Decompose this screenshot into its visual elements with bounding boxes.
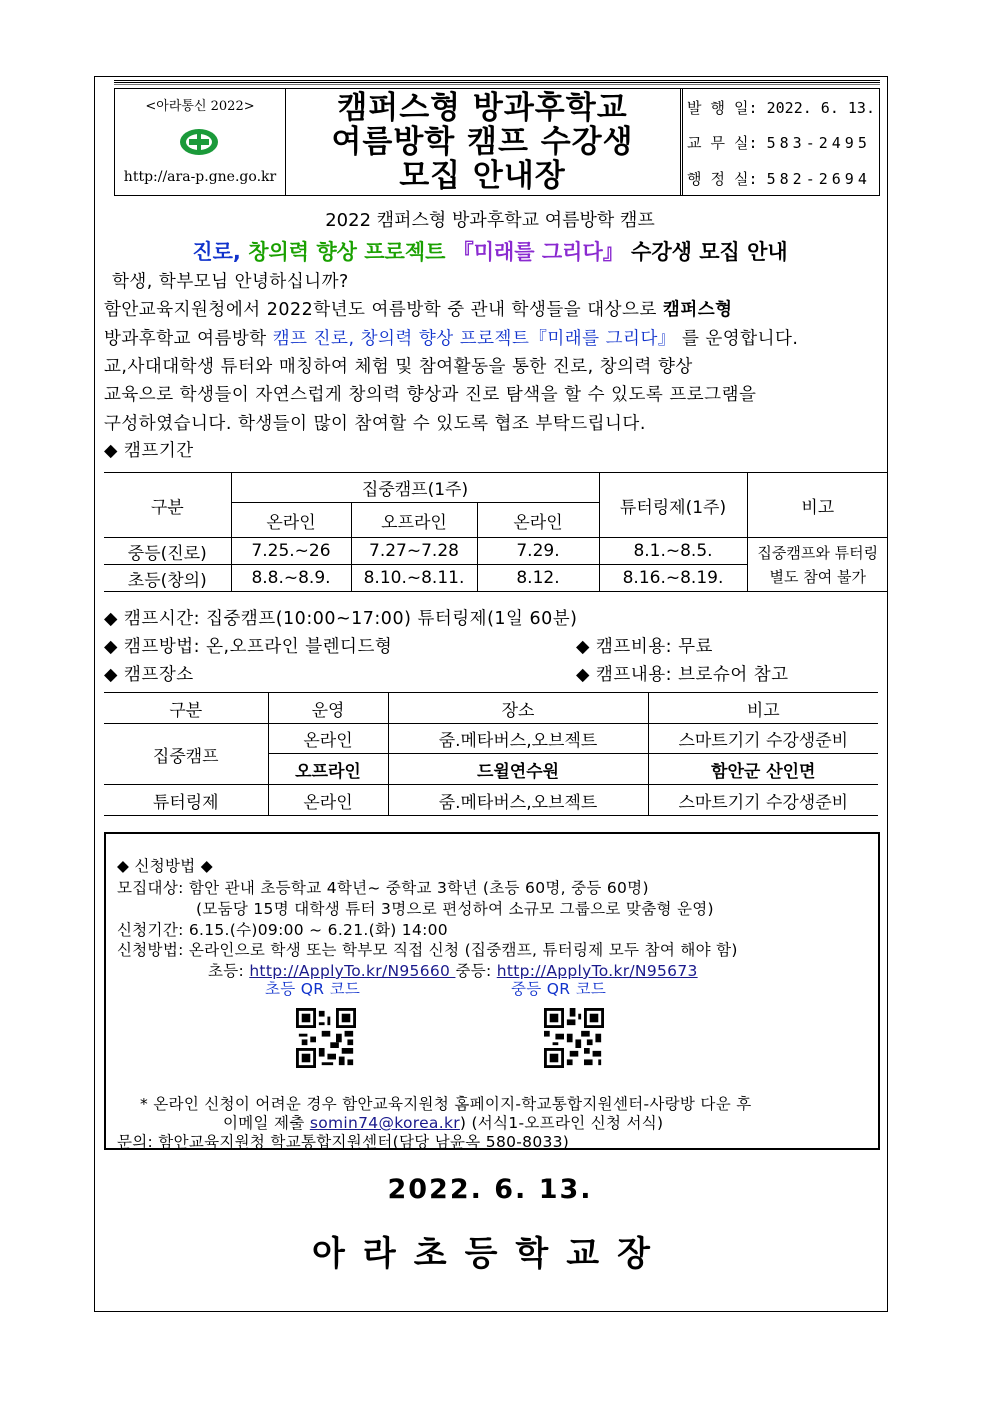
office-label: 교 무 실: bbox=[687, 134, 758, 152]
camp-period-table bbox=[104, 472, 888, 592]
office-phone: 583-2495 bbox=[766, 134, 871, 152]
mid-qr-code-icon[interactable] bbox=[544, 1008, 604, 1068]
program-title-part-2: 창의력 bbox=[248, 240, 310, 264]
intro-line-2a: 함안교육지원청에서 2022학년도 여름방학 중 관내 학생들을 대상으로 bbox=[104, 300, 663, 320]
intro-line-2b: 캠퍼스형 bbox=[662, 300, 733, 320]
th-offline: 오프라인 bbox=[351, 503, 477, 538]
row-middle-c1: 7.25.~26 bbox=[231, 538, 351, 565]
title-line-2: 여름방학 캠프 수강생 bbox=[331, 124, 634, 160]
intro-line-3c: 를 운영합니다. bbox=[681, 329, 799, 349]
school-url[interactable]: http://ara-p.gne.go.kr bbox=[123, 169, 277, 185]
elem-qr-code-icon[interactable] bbox=[296, 1008, 356, 1068]
header-left bbox=[115, 89, 286, 195]
program-title-part-4: 『미래를 그리다』 bbox=[452, 240, 624, 264]
row-elem-c2: 8.10.~8.11. bbox=[351, 565, 477, 592]
school-logo-icon bbox=[178, 127, 220, 157]
row-middle-label: 중등(진로) bbox=[104, 538, 231, 565]
loc-r2-op: 오프라인 bbox=[268, 754, 388, 785]
application-box bbox=[104, 832, 880, 1150]
elem-qr-caption: 초등 QR 코드 bbox=[265, 980, 361, 998]
apply-target-detail: (모둠당 15명 대학생 튜터 3명으로 편성하여 소규모 그룹으로 맞춤형 운영) bbox=[196, 900, 714, 918]
intro-line-3a: 방과후학교 여름방학 bbox=[104, 329, 273, 349]
apply-method: 신청방법: 온라인으로 학생 또는 학부모 직접 신청 (집중캠프, 튜터링제 모두 참여 해야 함) bbox=[117, 941, 738, 959]
camp-place: ◆ 캠프장소 bbox=[104, 665, 194, 685]
row-middle-c2: 7.27~7.28 bbox=[351, 538, 477, 565]
admin-label: 행 정 실: bbox=[687, 170, 758, 188]
row-elem-c4: 8.16.~8.19. bbox=[599, 565, 747, 592]
camp-cost: ◆ 캠프비용: 무료 bbox=[576, 637, 713, 657]
program-title-part-5: 수강생 모집 안내 bbox=[631, 240, 788, 264]
intro-line-3b: 캠프 진로, 창의력 향상 프로젝트『미래를 그리다』 bbox=[272, 329, 676, 349]
loc-r1-note: 스마트기기 수강생준비 bbox=[648, 724, 878, 754]
camp-location-table bbox=[104, 692, 878, 816]
camp-note bbox=[747, 538, 888, 592]
header-info bbox=[683, 89, 879, 195]
loc-intensive: 집중캠프 bbox=[104, 724, 268, 785]
camp-time: ◆ 캠프시간: 집중캠프(10:00~17:00) 튜터링제(1일 60분) bbox=[104, 609, 578, 629]
row-middle-c3: 7.29. bbox=[477, 538, 599, 565]
th-loc-place: 장소 bbox=[388, 693, 648, 724]
th-loc-note: 비고 bbox=[648, 693, 878, 724]
program-title-part-3: 향상 프로젝트 bbox=[316, 240, 446, 264]
th-online-1: 온라인 bbox=[231, 503, 351, 538]
admin-phone: 582-2694 bbox=[766, 170, 871, 188]
footer-signature: 아라초등학교장 bbox=[312, 1234, 668, 1274]
th-note: 비고 bbox=[747, 473, 888, 538]
intro-line-1: 학생, 학부모님 안녕하십니까? bbox=[112, 272, 349, 292]
th-intensive: 집중캠프(1주) bbox=[231, 473, 599, 503]
newsletter-header bbox=[114, 88, 880, 196]
loc-r3-op: 온라인 bbox=[268, 785, 388, 816]
intro-line-6: 구성하였습니다. 학생들이 많이 참여할 수 있도록 협조 부탁드립니다. bbox=[104, 414, 646, 434]
mid-label: 중등: bbox=[455, 962, 492, 980]
th-tutoring: 튜터링제(1주) bbox=[599, 473, 747, 538]
intro-line-5: 교육으로 학생들이 자연스럽게 창의력 향상과 진로 탐색을 할 수 있도록 프로그램을 bbox=[104, 385, 757, 405]
elem-apply-link[interactable]: http://ApplyTo.kr/N95660 bbox=[249, 962, 456, 980]
issue-date: 2022. 6. 13. bbox=[766, 99, 875, 117]
loc-r2-place: 드윌연수원 bbox=[388, 754, 648, 785]
top-rule bbox=[114, 80, 880, 85]
program-title-part-1: 진로, bbox=[192, 240, 241, 264]
loc-r3-note: 스마트기기 수강생준비 bbox=[648, 785, 878, 816]
title-line-1: 캠퍼스형 방과후학교 bbox=[337, 90, 628, 126]
row-elem-label: 초등(창의) bbox=[104, 565, 231, 592]
newsletter-name: <아라통신 2022> bbox=[145, 99, 255, 114]
program-title bbox=[100, 236, 880, 266]
th-category: 구분 bbox=[104, 473, 231, 538]
row-elem-c1: 8.8.~8.9. bbox=[231, 565, 351, 592]
mid-apply-link[interactable]: http://ApplyTo.kr/N95673 bbox=[496, 962, 698, 980]
camp-content: ◆ 캠프내용: 브로슈어 참고 bbox=[576, 665, 789, 685]
loc-r2-note: 함안군 산인면 bbox=[648, 754, 878, 785]
camp-note-line-2: 별도 참여 불가 bbox=[769, 567, 866, 586]
loc-r3-place: 줌.메타버스,오브젝트 bbox=[388, 785, 648, 816]
apply-note-1: * 온라인 신청이 어려운 경우 함안교육지원청 홈페이지-학교통합지원센터-사랑방 다운 후 bbox=[140, 1095, 752, 1113]
loc-r1-op: 온라인 bbox=[268, 724, 388, 754]
apply-note-2b: ) (서식1-오프라인 신청 서식) bbox=[459, 1114, 664, 1132]
camp-period-label: ◆ 캠프기간 bbox=[104, 441, 194, 461]
intro-line-4: 교,사대대학생 튜터와 매칭하여 체험 및 참여활동을 통한 진로, 창의력 향상 bbox=[104, 357, 693, 377]
row-elem-c3: 8.12. bbox=[477, 565, 599, 592]
camp-note-line-1: 집중캠프와 튜터링 bbox=[757, 543, 879, 562]
camp-method: ◆ 캠프방법: 온,오프라인 블렌디드형 bbox=[104, 637, 393, 657]
intro-line-3 bbox=[104, 325, 884, 350]
header-title bbox=[285, 89, 683, 195]
apply-period: 신청기간: 6.15.(수)09:00 ~ 6.21.(화) 14:00 bbox=[117, 921, 448, 939]
subtitle: 2022 캠퍼스형 방과후학교 여름방학 캠프 bbox=[325, 210, 655, 231]
elem-label: 초등: bbox=[208, 962, 245, 980]
apply-target: 모집대상: 함안 관내 초등학교 4학년~ 중학교 3학년 (초등 60명, 중등 60명) bbox=[117, 879, 649, 897]
loc-tutoring: 튜터링제 bbox=[104, 785, 268, 816]
issue-label: 발 행 일: bbox=[687, 99, 758, 117]
apply-note-2a: 이메일 제출 bbox=[223, 1114, 310, 1132]
loc-r1-place: 줌.메타버스,오브젝트 bbox=[388, 724, 648, 754]
th-loc-category: 구분 bbox=[104, 693, 268, 724]
footer-date: 2022. 6. 13. bbox=[387, 1174, 593, 1205]
th-online-2: 온라인 bbox=[477, 503, 599, 538]
mid-qr-caption: 중등 QR 코드 bbox=[511, 980, 607, 998]
th-loc-operation: 운영 bbox=[268, 693, 388, 724]
intro-line-2 bbox=[104, 296, 884, 321]
title-line-3: 모집 안내장 bbox=[399, 158, 566, 194]
row-middle-c4: 8.1.~8.5. bbox=[599, 538, 747, 565]
email-link[interactable]: somin74@korea.kr bbox=[309, 1114, 460, 1132]
apply-title: ◆ 신청방법 ◆ bbox=[117, 857, 213, 875]
apply-contact: 문의: 함안교육지원청 학교통합지원센터(담당 남윤옥 580-8033) bbox=[117, 1133, 570, 1151]
